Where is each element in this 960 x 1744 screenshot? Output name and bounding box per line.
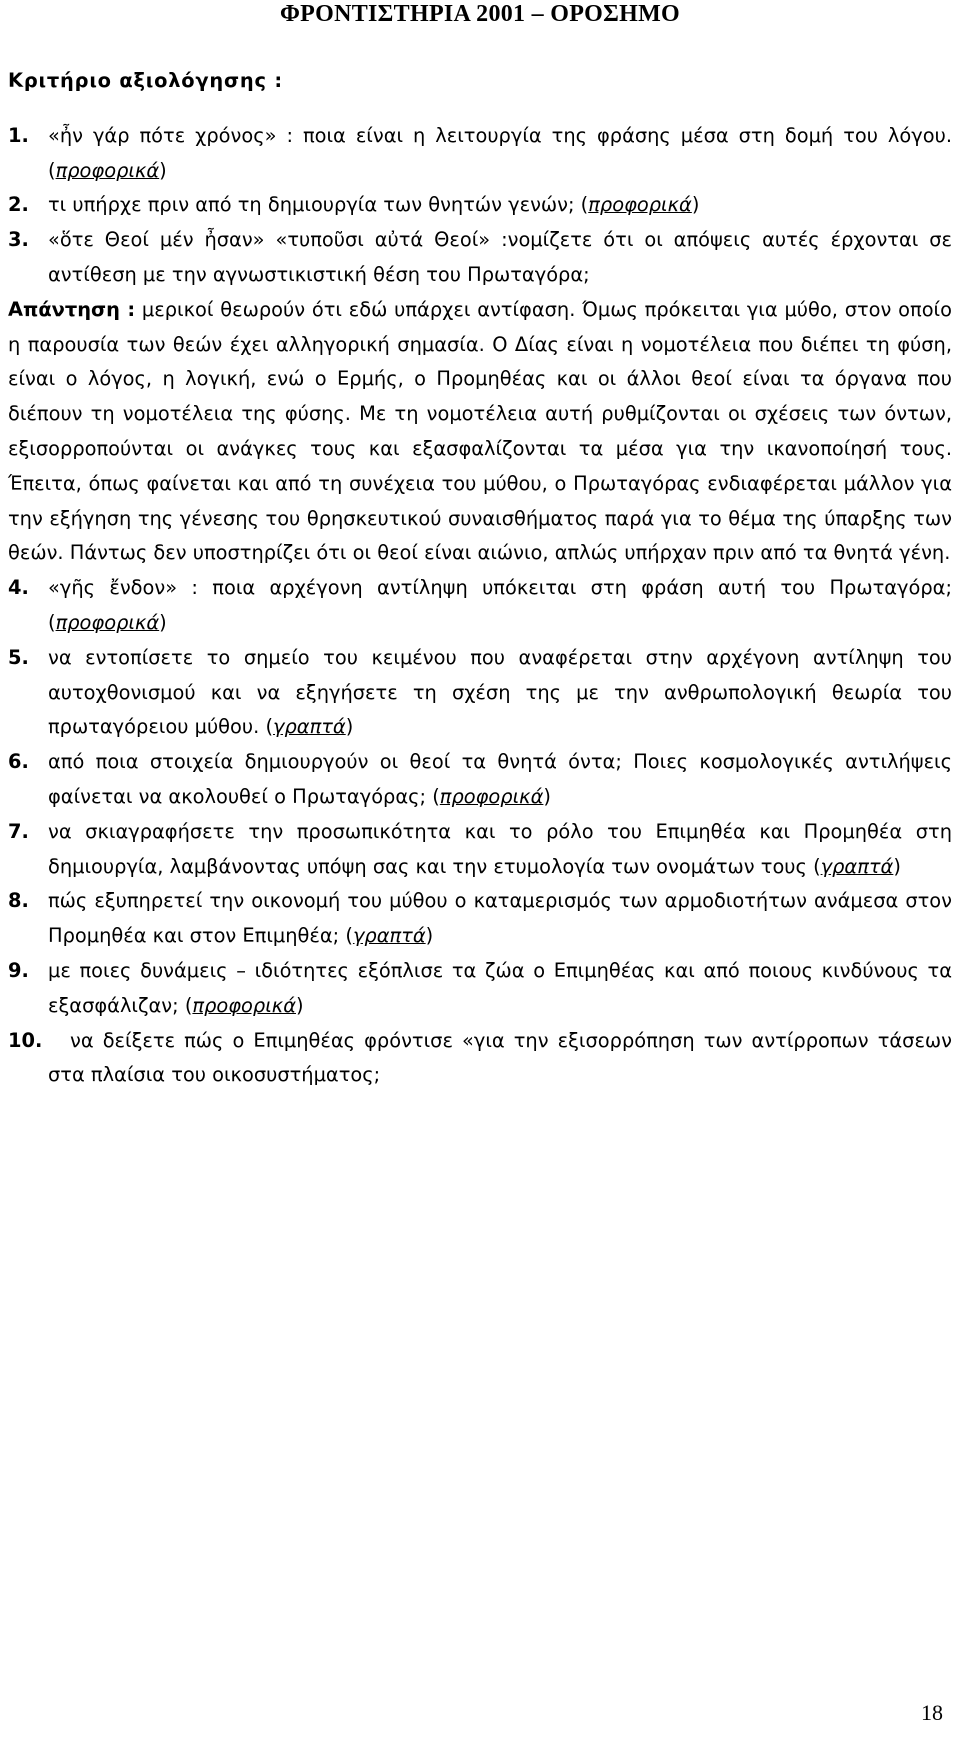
question-tag: προφορικά (55, 158, 160, 182)
answer-part-1: μερικοί θεωρούν ότι εδώ υπάρχει αντίφαση. (141, 297, 576, 321)
question-8 (8, 884, 952, 954)
question-7 (8, 815, 952, 885)
answer-part-2: Όμως πρόκειται για μύθο, στον οποίο η παρουσία των θεών έχει αλληγορική σημασία. Ο Δίας είναι η νομοτέλεια που διέπει τη φύση, είναι ο λόγος, η λογική, ενώ ο Ερμής, ο Προμηθέας και οι άλλοι θεοί είναι τα όργανα που διέπουν τη νομοτέλεια της φύσης. Με τη νομοτέλεια αυτή ρυθμίζονται οι σχέσεις των όντων, εξισορροπούνται οι ανάγκες τους και εξασφαλίζονται τα μέσα για την ικανοποίησή τους. (8, 297, 952, 460)
question-tag: προφορικά (55, 610, 160, 634)
question-number: 5. (8, 645, 29, 669)
question-9 (8, 954, 952, 1024)
question-text: «γῆς ἔνδον» : ποια αρχέγονη αντίληψη υπόκειται στη φράση αυτή του Πρωταγόρα; (προφορικά) (48, 576, 952, 634)
document-body (8, 64, 952, 1093)
page-header: ΦΡΟΝΤΙΣΤΗΡΙΑ 2001 – ΟΡΟΣΗΜΟ (279, 1, 681, 27)
question-10 (8, 1024, 952, 1094)
answer-paragraph (8, 293, 952, 571)
question-number: 1. (8, 123, 29, 147)
question-number: 2. (8, 193, 29, 217)
question-2 (8, 188, 952, 223)
question-text: να εντοπίσετε το σημείο του κειμένου που αναφέρεται στην αρχέγονη αντίληψη του αυτοχθονισμού και να εξηγήσετε τη σχέση της με την ανθρωπολογική θεωρία του πρωταγόρειου μύθου. (γραπτά) (48, 645, 952, 739)
question-number: 6. (8, 750, 29, 774)
question-tag: προφορικά (439, 784, 544, 808)
question-tag: γραπτά (820, 854, 894, 878)
question-number: 9. (8, 958, 29, 982)
question-number: 3. (8, 228, 29, 252)
question-number: 8. (8, 889, 29, 913)
question-tag: προφορικά (588, 193, 692, 217)
question-text: πώς εξυπηρετεί την οικονομή του μύθου ο καταμερισμός των αρμοδιοτήτων ανάμεσα στον Προμηθέα και στον Επιμηθέα; (γραπτά) (48, 889, 952, 948)
question-1 (8, 119, 952, 189)
question-text: «ἦν γάρ πότε χρόνος» : ποια είναι η λειτουργία της φράσης μέσα στη δομή του λόγου. (προφορικά) (48, 123, 952, 182)
criteria-title: Κριτήριο αξιολόγησης : (8, 69, 283, 92)
question-text: με ποιες δυνάμεις – ιδιότητες εξόπλισε τα ζώα ο Επιμηθέας και από ποιους κινδύνους τα εξασφάλιζαν; (προφορικά) (48, 958, 952, 1017)
question-text: τι υπήρχε πριν από τη δημιουργία των θνητών γενών; (προφορικά) (48, 193, 700, 217)
question-number: 4. (8, 576, 29, 600)
question-text: να δείξετε πώς ο Επιμηθέας φρόντισε «για την εξισορρόπηση των αντίρροπων τάσεων στα πλαίσια του οικοσυστήματος; (48, 1028, 952, 1087)
question-4 (8, 571, 952, 641)
question-number: 7. (8, 819, 29, 843)
page-number: 18 (921, 1700, 943, 1725)
question-number: 10. (8, 1028, 43, 1052)
question-tag: γραπτά (352, 924, 426, 948)
question-tag: γραπτά (273, 715, 346, 739)
question-text: από ποια στοιχεία δημιουργούν οι θεοί τα θνητά όντα; Ποιες κοσμολογικές αντιλήψεις φαίνεται να ακολουθεί ο Πρωταγόρας; (προφορικά) (48, 750, 952, 808)
question-5 (8, 641, 952, 745)
question-6 (8, 745, 952, 815)
question-3 (8, 223, 952, 293)
question-tag: προφορικά (192, 993, 296, 1017)
question-text: να σκιαγραφήσετε την προσωπικότητα και το ρόλο του Επιμηθέα και Προμηθέα στη δημιουργία, λαμβάνοντας υπόψη σας και την ετυμολογία των ονομάτων τους (γραπτά) (48, 819, 952, 878)
question-text: «ὅτε Θεοί μέν ἦσαν» «τυποῦσι αὐτά Θεοί» :νομίζετε ότι οι απόψεις αυτές έρχονται σε αντίθεση με την αγνωστικιστική θέση του Πρωταγόρα; (48, 228, 952, 286)
answer-label: Απάντηση : (8, 297, 136, 321)
answer-part-3: Έπειτα, όπως φαίνεται και από τη συνέχεια του μύθου, ο Πρωταγόρας ενδιαφέρεται μάλλον για την εξήγηση της γένεσης του θρησκευτικού συναισθήματος παρά για το θέμα της ύπαρξης των θεών. Πάντως δεν υποστηρίζει ότι οι θεοί είναι αιώνιο, απλώς υπήρχαν πριν από τα θνητά γένη. (8, 471, 952, 565)
